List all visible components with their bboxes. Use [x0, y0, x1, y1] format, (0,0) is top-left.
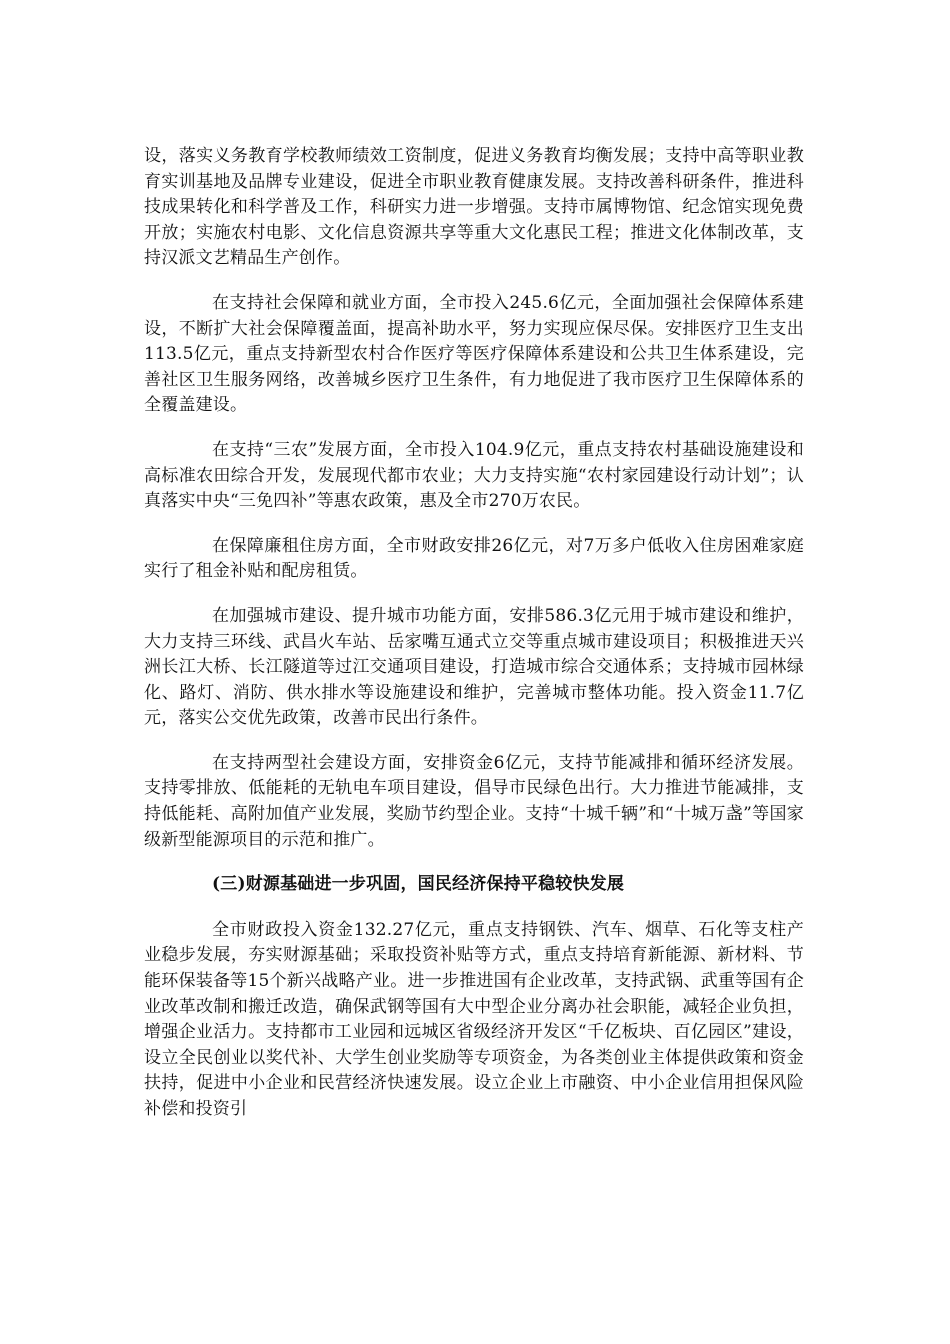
paragraph-urban-construction: 在加强城市建设、提升城市功能方面，安排586.3亿元用于城市建设和维护，大力支持三环线、武昌火车站、岳家嘴互通式立交等重点城市建设项目；积极推进天兴洲长江大桥、长江隧道等过江交通项目建设，打造城市综合交通体系；支持城市园林绿化、路灯、消防、供水排水等设施建设和维护，完善城市整体功能。投入资金11.7亿元，落实公交优先政策，改善市民出行条件。 — [144, 605, 804, 729]
paragraph-agriculture: 在支持“三农”发展方面，全市投入104.9亿元，重点支持农村基础设施建设和高标准农田综合开发，发展现代都市农业；大力支持实施“农村家园建设行动计划”；认真落实中央“三免四补”等惠农政策，惠及全市270万农民。 — [144, 439, 804, 512]
document-page — [144, 144, 804, 1142]
paragraph-two-type-society: 在支持两型社会建设方面，安排资金6亿元，支持节能减排和循环经济发展。支持零排放、低能耗的无轨电车项目建设，倡导市民绿色出行。大力推进节能减排，支持低能耗、高附加值产业发展，奖励节约型企业。支持“十城千辆”和“十城万盏”等国家级新型能源项目的示范和推广。 — [144, 752, 804, 850]
paragraph-finance-base: 全市财政投入资金132.27亿元，重点支持钢铁、汽车、烟草、石化等支柱产业稳步发展，夯实财源基础；采取投资补贴等方式，重点支持培育新能源、新材料、节能环保装备等15个新兴战略产业。进一步推进国有企业改革，支持武锅、武重等国有企业改革改制和搬迁改造，确保武钢等国有大中型企业分离办社会职能，减轻企业负担，增强企业活力。支持都市工业园和远城区省级经济开发区“千亿板块、百亿园区”建设，设立全民创业以奖代补、大学生创业奖励等专项资金，为各类创业主体提供政策和资金扶持，促进中小企业和民营经济快速发展。设立企业上市融资、中小企业信用担保风险补偿和投资引 — [144, 919, 804, 1119]
paragraph-education-culture: 设，落实义务教育学校教师绩效工资制度，促进义务教育均衡发展；支持中高等职业教育实训基地及品牌专业建设，促进全市职业教育健康发展。支持改善科研条件，推进科技成果转化和科学普及工作，科研实力进一步增强。支持市属博物馆、纪念馆实现免费开放；实施农村电影、文化信息资源共享等重大文化惠民工程；推进文化体制改革，支持汉派文艺精品生产创作。 — [144, 146, 804, 269]
section-heading: (三)财源基础进一步巩固，国民经济保持平稳较快发展 — [212, 874, 625, 895]
paragraph-housing: 在保障廉租住房方面，全市财政安排26亿元，对7万多户低收入住房困难家庭实行了租金补贴和配房租赁。 — [144, 535, 804, 582]
paragraph-social-security: 在支持社会保障和就业方面，全市投入245.6亿元，全面加强社会保障体系建设，不断扩大社会保障覆盖面，提高补助水平，努力实现应保尽保。安排医疗卫生支出113.5亿元，重点支持新型农村合作医疗等医疗保障体系建设和公共卫生体系建设，完善社区卫生服务网络，改善城乡医疗卫生条件，有力地促进了我市医疗卫生保障体系的全覆盖建设。 — [144, 292, 804, 416]
